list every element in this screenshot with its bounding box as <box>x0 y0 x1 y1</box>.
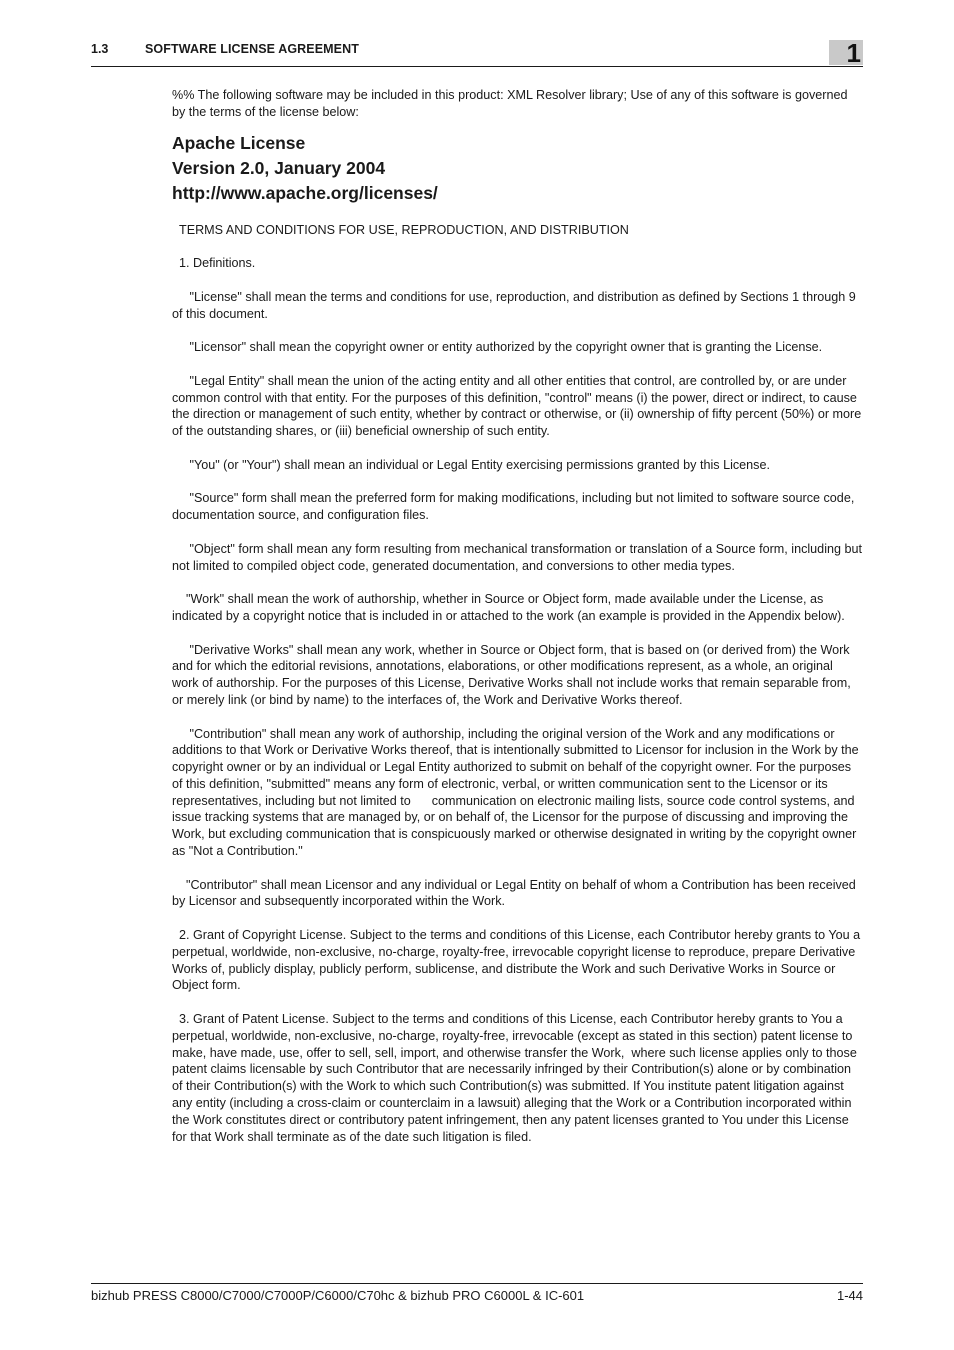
footer-page-number: 1-44 <box>836 1288 863 1303</box>
page-content <box>172 87 862 1162</box>
page-footer <box>91 1283 863 1303</box>
section-number: 1.3 <box>91 42 109 56</box>
license-url: http://www.apache.org/licenses/ <box>172 182 438 203</box>
intro-text: %% The following software may be included in this product: XML Resolver library; Use of any of this software is governed by the terms of the license below: <box>172 88 848 119</box>
license-title: Apache License <box>172 132 306 153</box>
definition-object: "Object" form shall mean any form resulting from mechanical transformation or translation of a Source form, including but not limited to compiled object code, generated documentation, and conversions to other media types. <box>172 541 862 573</box>
page-header <box>91 38 863 67</box>
definition-work: "Work" shall mean the work of authorship, whether in Source or Object form, made available under the License, as indicated by a copyright notice that is included in or attached to the work (an example is provided in the Appendix below). <box>172 592 845 623</box>
definition-you: "You" (or "Your") shall mean an individual or Legal Entity exercising permissions granted by this License. <box>172 457 770 472</box>
chapter-badge <box>829 38 863 68</box>
footer-product: bizhub PRESS C8000/C7000/C7000P/C6000/C70hc & bizhub PRO C6000L & IC-601 <box>91 1288 585 1303</box>
chapter-number: 1 <box>846 38 861 68</box>
definition-legal-entity: "Legal Entity" shall mean the union of the acting entity and all other entities that control, are controlled by, or are under common control with that entity. For the purposes of this definition, "control" means (i) the power, direct or indirect, to cause the direction or management of such entity, whether by contract or otherwise, or (ii) ownership of fifty percent (50%) or more of the outstanding shares, or (iii) beneficial ownership of such entity. <box>172 373 862 439</box>
definition-source: "Source" form shall mean the preferred form for making modifications, including but not limited to software source code, documentation source, and configuration files. <box>172 491 855 523</box>
definition-licensor: "Licensor" shall mean the copyright owner or entity authorized by the copyright owner that is granting the License. <box>172 340 823 355</box>
definitions-heading: 1. Definitions. <box>172 256 256 271</box>
section-title: SOFTWARE LICENSE AGREEMENT <box>145 42 359 56</box>
grant-patent-license: 3. Grant of Patent License. Subject to the terms and conditions of this License, each Contributor hereby grants to You a perpetual, worldwide, non-exclusive, no-charge, royalty-free, irrevocable (except as stated in this section) patent license to make, have made, use, offer to sell, sell, import, and otherwise transfer the Work, where such license applies only to those patent claims licensable by such Contributor that are necessarily infringed by their Contribution(s) alone or by combination of their Contribution(s) with the Work to which such Contribution(s) was submitted. If You institute patent litigation against any entity (including a cross-claim or counterclaim in a lawsuit) alleging that the Work or a Contribution incorporated within the Work constitutes direct or contributory patent infringement, then any patent licenses granted to You under this License for that Work shall terminate as of the date such litigation is filed. <box>172 1012 857 1144</box>
definition-derivative-works: "Derivative Works" shall mean any work, whether in Source or Object form, that is based on (or derived from) the Work and for which the editorial revisions, annotations, elaborations, or other modifications represent, as a whole, an original work of authorship. For the purposes of this License, Derivative Works shall not include works that remain separable from, or merely link (or bind by name) to the interfaces of, the Work and Derivative Works thereof. <box>172 642 851 707</box>
definition-license: "License" shall mean the terms and conditions for use, reproduction, and distribution as defined by Sections 1 through 9 of this document. <box>172 289 856 321</box>
definition-contribution: "Contribution" shall mean any work of authorship, including the original version of the Work and any modifications or additions to that Work or Derivative Works thereof, that is intentionally submitted to Licensor for inclusion in the Work by the copyright owner or by an individual or Legal Entity authorized to submit on behalf of the copyright owner. For the purposes of this definition, "submitted" means any form of electronic, verbal, or written communication sent to the Licensor or its representatives, including but not limited to communication on electronic mailing lists, source code control systems, and issue tracking systems that are managed by, or on behalf of, the Licensor for the purpose of discussing and improving the Work, but excluding communication that is conspicuously marked or otherwise designated in writing by the copyright owner as "Not a Contribution." <box>172 726 859 859</box>
license-version: Version 2.0, January 2004 <box>172 157 386 178</box>
grant-copyright-license: 2. Grant of Copyright License. Subject to the terms and conditions of this License, each Contributor hereby grants to You a perpetual, worldwide, non-exclusive, no-charge, royalty-free, irrevocable copyright license to reproduce, prepare Derivative Works of, publicly display, publicly perform, sublicense, and distribute the Work and such Derivative Works in Source or Object form. <box>172 928 861 993</box>
definition-contributor: "Contributor" shall mean Licensor and any individual or Legal Entity on behalf of whom a Contribution has been received by Licensor and subsequently incorporated within the Work. <box>172 877 856 909</box>
terms-heading: TERMS AND CONDITIONS FOR USE, REPRODUCTION, AND DISTRIBUTION <box>172 222 629 237</box>
